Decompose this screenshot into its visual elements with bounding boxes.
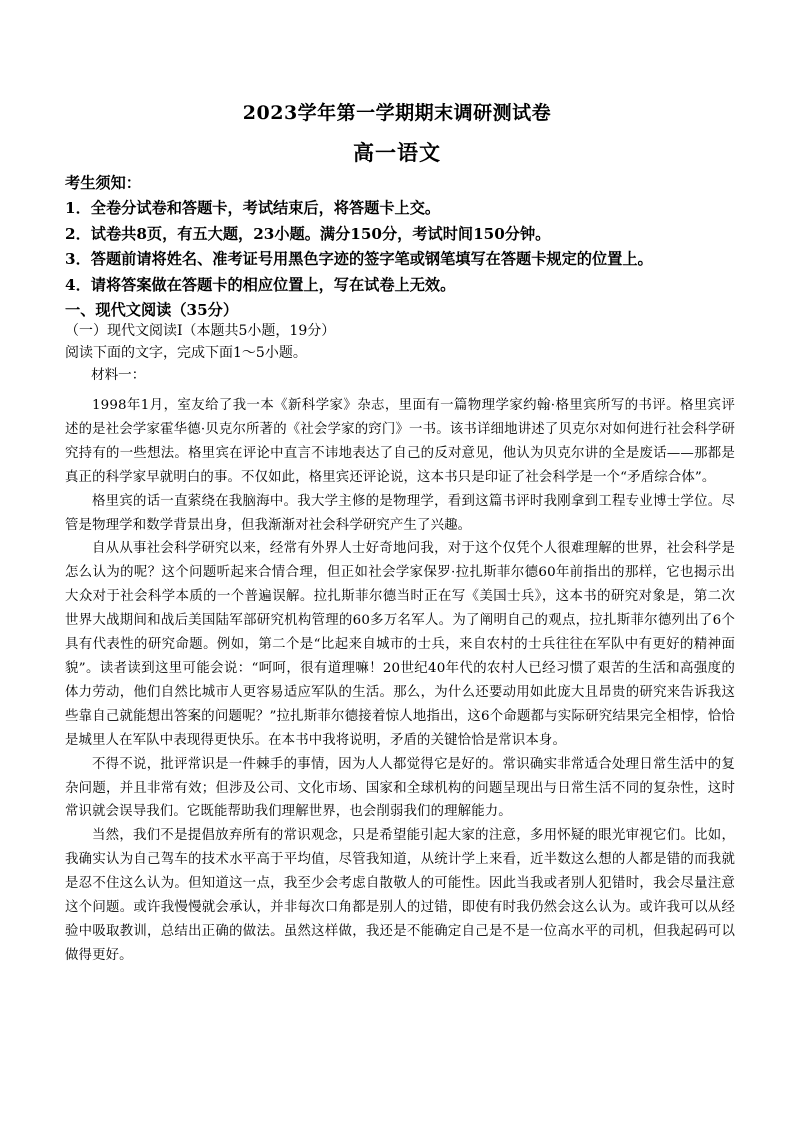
notice-item-2: 2．试卷共8页，有五大题，23小题。满分150分，考试时间150分钟。 — [65, 224, 551, 243]
notice-block — [65, 171, 735, 323]
section-heading: 一、现代文阅读（35分） — [65, 301, 239, 320]
notice-heading: 考生须知： — [65, 174, 141, 192]
material-label: 材料一： — [91, 367, 146, 383]
section-subheading: （一）现代文阅读Ⅰ（本题共5小题，19分） — [65, 323, 336, 339]
exam-subtitle: 高一语文 — [353, 140, 441, 165]
paragraph-3: 自从从事社会科学研究以来，经常有外界人士好奇地问我，对于这个仅凭个人很难理解的世界，社会科学是怎么认为的呢？这个问题听起来合情合理，但正如社会学家保罗·拉扎斯菲尔德60年前指出的那样，它也揭示出大众对于社会科学本质的一个普遍误解。拉扎斯菲尔德当时正在写《美国士兵》，这本书的研究对象是，第二次世界大战期间和战后美国陆军部研究机构管理的60多万名军人。为了阐明自己的观点，拉扎斯菲尔德列出了6个具有代表性的研究命题。例如，第二个是“比起来自城市的士兵，来自农村的士兵往往在军队中有更好的精神面貌”。读者读到这里可能会说：“呵呵，很有道理嘛！20世纪40年代的农村人已经习惯了艰苦的生活和高强度的体力劳动，他们自然比城市人更容易适应军队的生活。那么，为什么还要动用如此庞大且昂贵的研究来告诉我这些靠自己就能想出答案的问题呢？”拉扎斯菲尔德接着惊人地指出，这6个命题都与实际研究结果完全相悖，恰恰是城里人在军队中表现得更快乐。在本书中我将说明，矛盾的关键恰恰是常识本身。 — [65, 541, 735, 748]
article-body — [65, 394, 735, 968]
exam-title: 2023学年第一学期期末调研测试卷 — [242, 102, 552, 124]
paragraph-1: 1998年1月，室友给了我一本《新科学家》杂志，里面有一篇物理学家约翰·格里宾所写的书评。格里宾评述的是社会学家霍华德·贝克尔所著的《社会学家的窍门》一书。该书详细地讲述了贝克尔对如何进行社会科学研究持有的一些想法。格里宾在评论中直言不讳地表达了自己的反对意见，他认为贝克尔讲的全是废话——那都是真正的科学家早就明白的事。不仅如此，格里宾还评论说，这本书只是印证了社会科学是一个“矛盾综合体”。 — [65, 398, 735, 485]
notice-item-1: 1．全卷分试卷和答题卡，考试结束后，将答题卡上交。 — [65, 199, 441, 218]
paragraph-5: 当然，我们不是提倡放弃所有的常识观念，只是希望能引起大家的注意，多用怀疑的眼光审视它们。比如，我确实认为自己驾车的技术水平高于平均值，尽管我知道，从统计学上来看，近半数这么想的人都是错的而我就是忍不住这么认为。但知道这一点，我至少会考虑自散敬人的可能性。因此当我或者别人犯错时，我会尽量注意这个问题。或许我慢慢就会承认，并非每次口角都是别人的过错，即使有时我仍然会这么认为。或许我可以从经验中吸取教训，总结出正确的做法。虽然这样做，我还是不能确定自己是不是一位高水平的司机，但我起码可以做得更好。 — [65, 828, 735, 963]
notice-item-4: 4．请将答案做在答题卡的相应位置上，写在试卷上无效。 — [65, 275, 456, 294]
section-intro — [65, 320, 735, 386]
notice-item-3: 3．答题前请将姓名、准考证号用黑色字迹的签字笔或钢笔填写在答题卡规定的位置上。 — [65, 250, 653, 269]
paragraph-4: 不得不说，批评常识是一件棘手的事情，因为人人都觉得它是好的。常识确实非常适合处理日常生活中的复杂问题，并且非常有效；但涉及公司、文化市场、国家和全球机构的问题呈现出与日常生活不同的复杂性，这时常识就会误导我们。它既能帮助我们理解世界，也会削弱我们的理解能力。 — [65, 756, 735, 820]
section-instruction: 阅读下面的文字，完成下面1～5小题。 — [65, 345, 307, 361]
paragraph-2: 格里宾的话一直萦绕在我脑海中。我大学主修的是物理学，看到这篇书评时我刚拿到工程专业博士学位。尽管是物理学和数学背景出身，但我渐渐对社会科学研究产生了兴趣。 — [65, 493, 735, 533]
